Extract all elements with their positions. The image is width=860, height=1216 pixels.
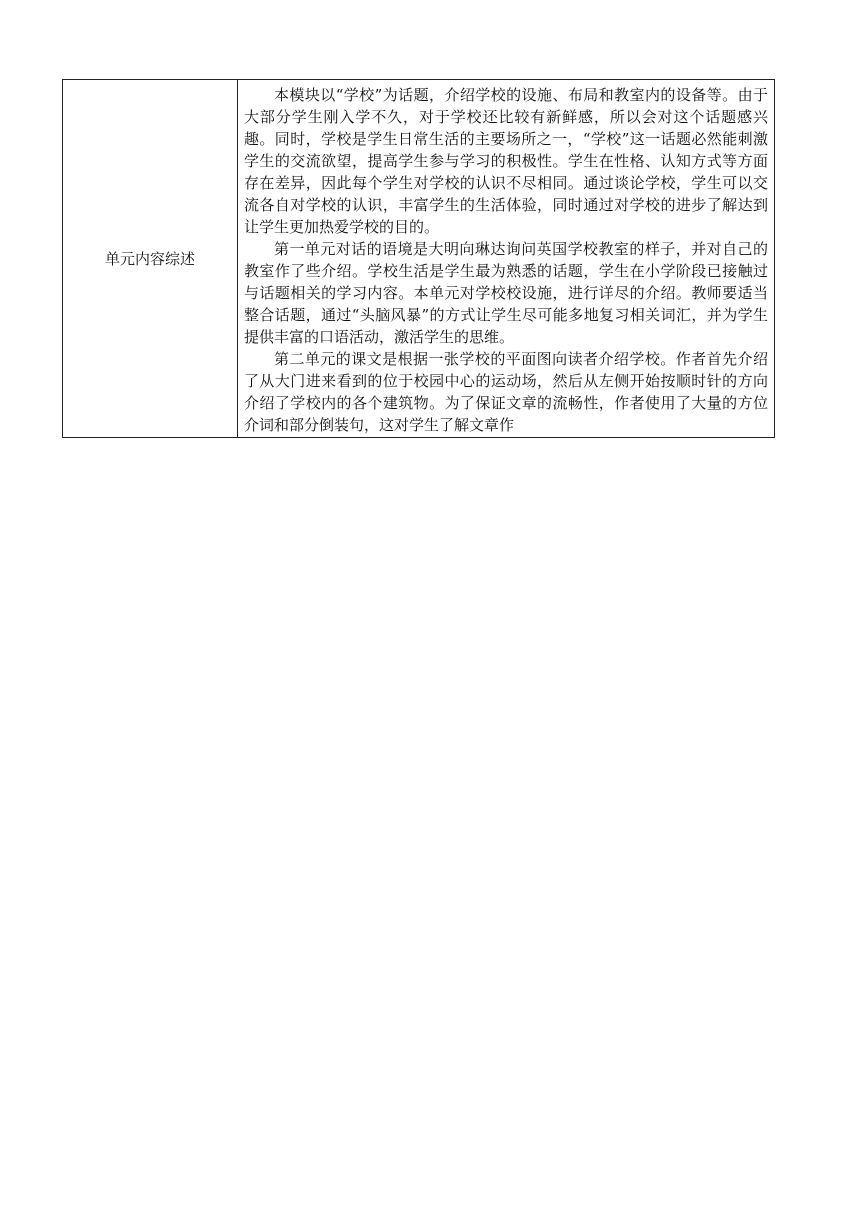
table-row: [63, 80, 775, 438]
paragraph-unit-one: 第一单元对话的语境是大明向琳达询问英国学校教室的样子，并对自己的教室作了些介绍。学校生活是学生最为熟悉的话题，学生在小学阶段已接触过与话题相关的学习内容。本单元对学校校设施，进行详尽的介绍。教师要适当整合话题，通过“头脑风暴”的方式让学生尽可能多地复习相关词汇，并为学生提供丰富的口语活动，激活学生的思维。: [244, 240, 768, 346]
row-label: 单元内容综述: [63, 80, 238, 438]
paragraph-module-overview: 本模块以“学校”为话题，介绍学校的设施、布局和教室内的设备等。由于大部分学生刚入学不久，对于学校还比较有新鲜感，所以会对这个话题感兴趣。同时，学校是学生日常生活的主要场所之一，“学校”这一话题必然能刺激学生的交流欲望，提高学生参与学习的积极性。学生在性格、认知方式等方面存在差异，因此每个学生对学校的认识不尽相同。通过谈论学校，学生可以交流各自对学校的认识，丰富学生的生活体验，同时通过对学校的进步了解达到让学生更加热爱学校的目的。: [244, 86, 768, 236]
content-cell: [238, 80, 775, 438]
content-summary-table: [62, 79, 775, 438]
paragraph-unit-two: 第二单元的课文是根据一张学校的平面图向读者介绍学校。作者首先介绍了从大门进来看到的位于校园中心的运动场，然后从左侧开始按顺时针的方向介绍了学校内的各个建筑物。为了保证文章的流畅性，作者使用了大量的方位介词和部分倒装句，这对学生了解文章作: [244, 350, 768, 434]
